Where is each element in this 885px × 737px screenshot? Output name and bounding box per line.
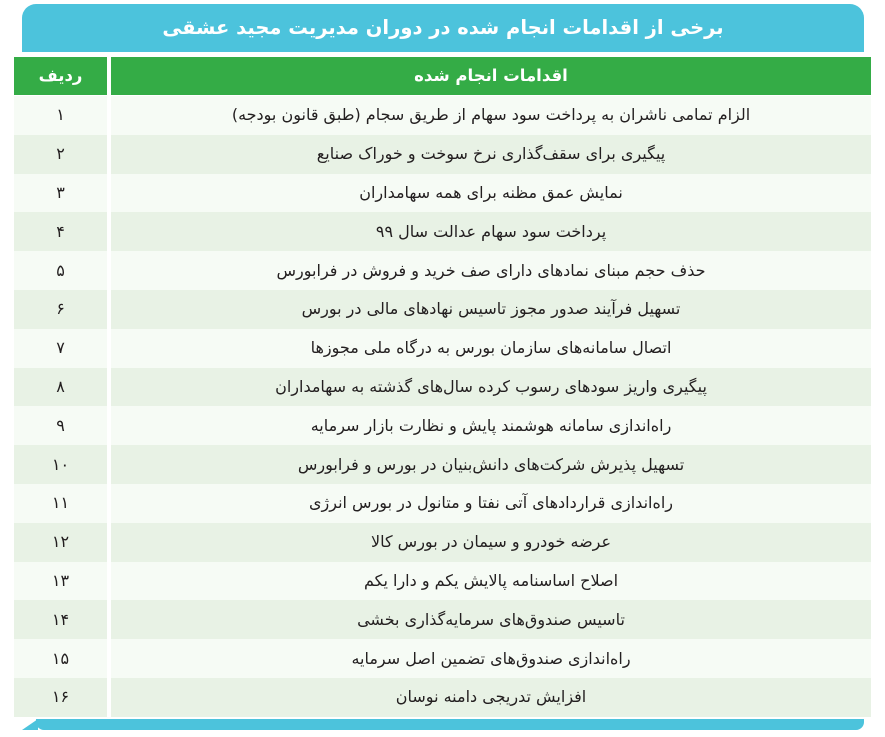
table-row — [14, 639, 871, 678]
table-row — [14, 445, 871, 484]
table-body — [14, 96, 871, 717]
table-row — [14, 96, 871, 135]
table-row — [14, 251, 871, 290]
column-header-rownum-label: ردیف — [38, 65, 83, 85]
cell-action: عرضه خودرو و سیمان در بورس کالا — [111, 523, 871, 562]
cell-action: حذف حجم مبنای نمادهای دارای صف خرید و فروش در فرابورس — [111, 251, 871, 290]
cell-action: تاسیس صندوق‌های سرمایه‌گذاری بخشی — [111, 600, 871, 639]
cell-rownum: ۷ — [14, 329, 107, 368]
cell-rownum: ۱۲ — [14, 523, 107, 562]
cell-action: الزام تمامی ناشران به پرداخت سود سهام از طریق سجام (طبق قانون بودجه) — [111, 96, 871, 135]
cell-rownum: ۵ — [14, 251, 107, 290]
cell-rownum: ۹ — [14, 406, 107, 445]
table-row — [14, 484, 871, 523]
table-row — [14, 406, 871, 445]
cell-action: راه‌اندازی سامانه هوشمند پایش و نظارت بازار سرمایه — [111, 406, 871, 445]
table-title-bar — [22, 4, 864, 52]
table-footer-bar — [36, 719, 864, 730]
cell-rownum: ۱۶ — [14, 678, 107, 717]
cell-rownum: ۳ — [14, 174, 107, 213]
table-row — [14, 329, 871, 368]
table-row — [14, 212, 871, 251]
table-row — [14, 678, 871, 717]
column-header-actions-label: اقدامات انجام شده — [414, 65, 568, 85]
table-row — [14, 368, 871, 407]
table-row — [14, 135, 871, 174]
cell-rownum: ۱۵ — [14, 639, 107, 678]
cell-rownum: ۶ — [14, 290, 107, 329]
table-row — [14, 600, 871, 639]
table-header-row — [14, 57, 871, 95]
cell-action: راه‌اندازی صندوق‌های تضمین اصل سرمایه — [111, 639, 871, 678]
cell-rownum: ۱۰ — [14, 445, 107, 484]
cell-action: تسهیل فرآیند صدور مجوز تاسیس نهادهای مالی در بورس — [111, 290, 871, 329]
page-title: برخی از اقدامات انجام شده در دوران مدیریت مجید عشقی — [162, 16, 724, 40]
cell-action: تسهیل پذیرش شرکت‌های دانش‌بنیان در بورس و فرابورس — [111, 445, 871, 484]
table-row — [14, 523, 871, 562]
table-row — [14, 290, 871, 329]
cell-action: پیگیری واریز سودهای رسوب کرده سال‌های گذشته به سهامداران — [111, 368, 871, 407]
column-header-actions — [111, 57, 871, 95]
cell-rownum: ۸ — [14, 368, 107, 407]
table-row — [14, 174, 871, 213]
cell-action: نمایش عمق مظنه برای همه سهامداران — [111, 174, 871, 213]
column-header-rownum — [14, 57, 107, 95]
cell-action: پیگیری برای سقف‌گذاری نرخ سوخت و خوراک صنایع — [111, 135, 871, 174]
table-row — [14, 562, 871, 601]
cell-rownum: ۱ — [14, 96, 107, 135]
cell-rownum: ۱۴ — [14, 600, 107, 639]
cell-action: راه‌اندازی قراردادهای آتی نفتا و متانول در بورس انرژی — [111, 484, 871, 523]
cell-rownum: ۱۱ — [14, 484, 107, 523]
cell-action: اتصال سامانه‌های سازمان بورس به درگاه ملی مجوزها — [111, 329, 871, 368]
cell-rownum: ۱۳ — [14, 562, 107, 601]
cell-action: پرداخت سود سهام عدالت سال ۹۹ — [111, 212, 871, 251]
cell-action: افزایش تدریجی دامنه نوسان — [111, 678, 871, 717]
cell-rownum: ۲ — [14, 135, 107, 174]
cell-rownum: ۴ — [14, 212, 107, 251]
cell-action: اصلاح اساسنامه پالایش یکم و دارا یکم — [111, 562, 871, 601]
